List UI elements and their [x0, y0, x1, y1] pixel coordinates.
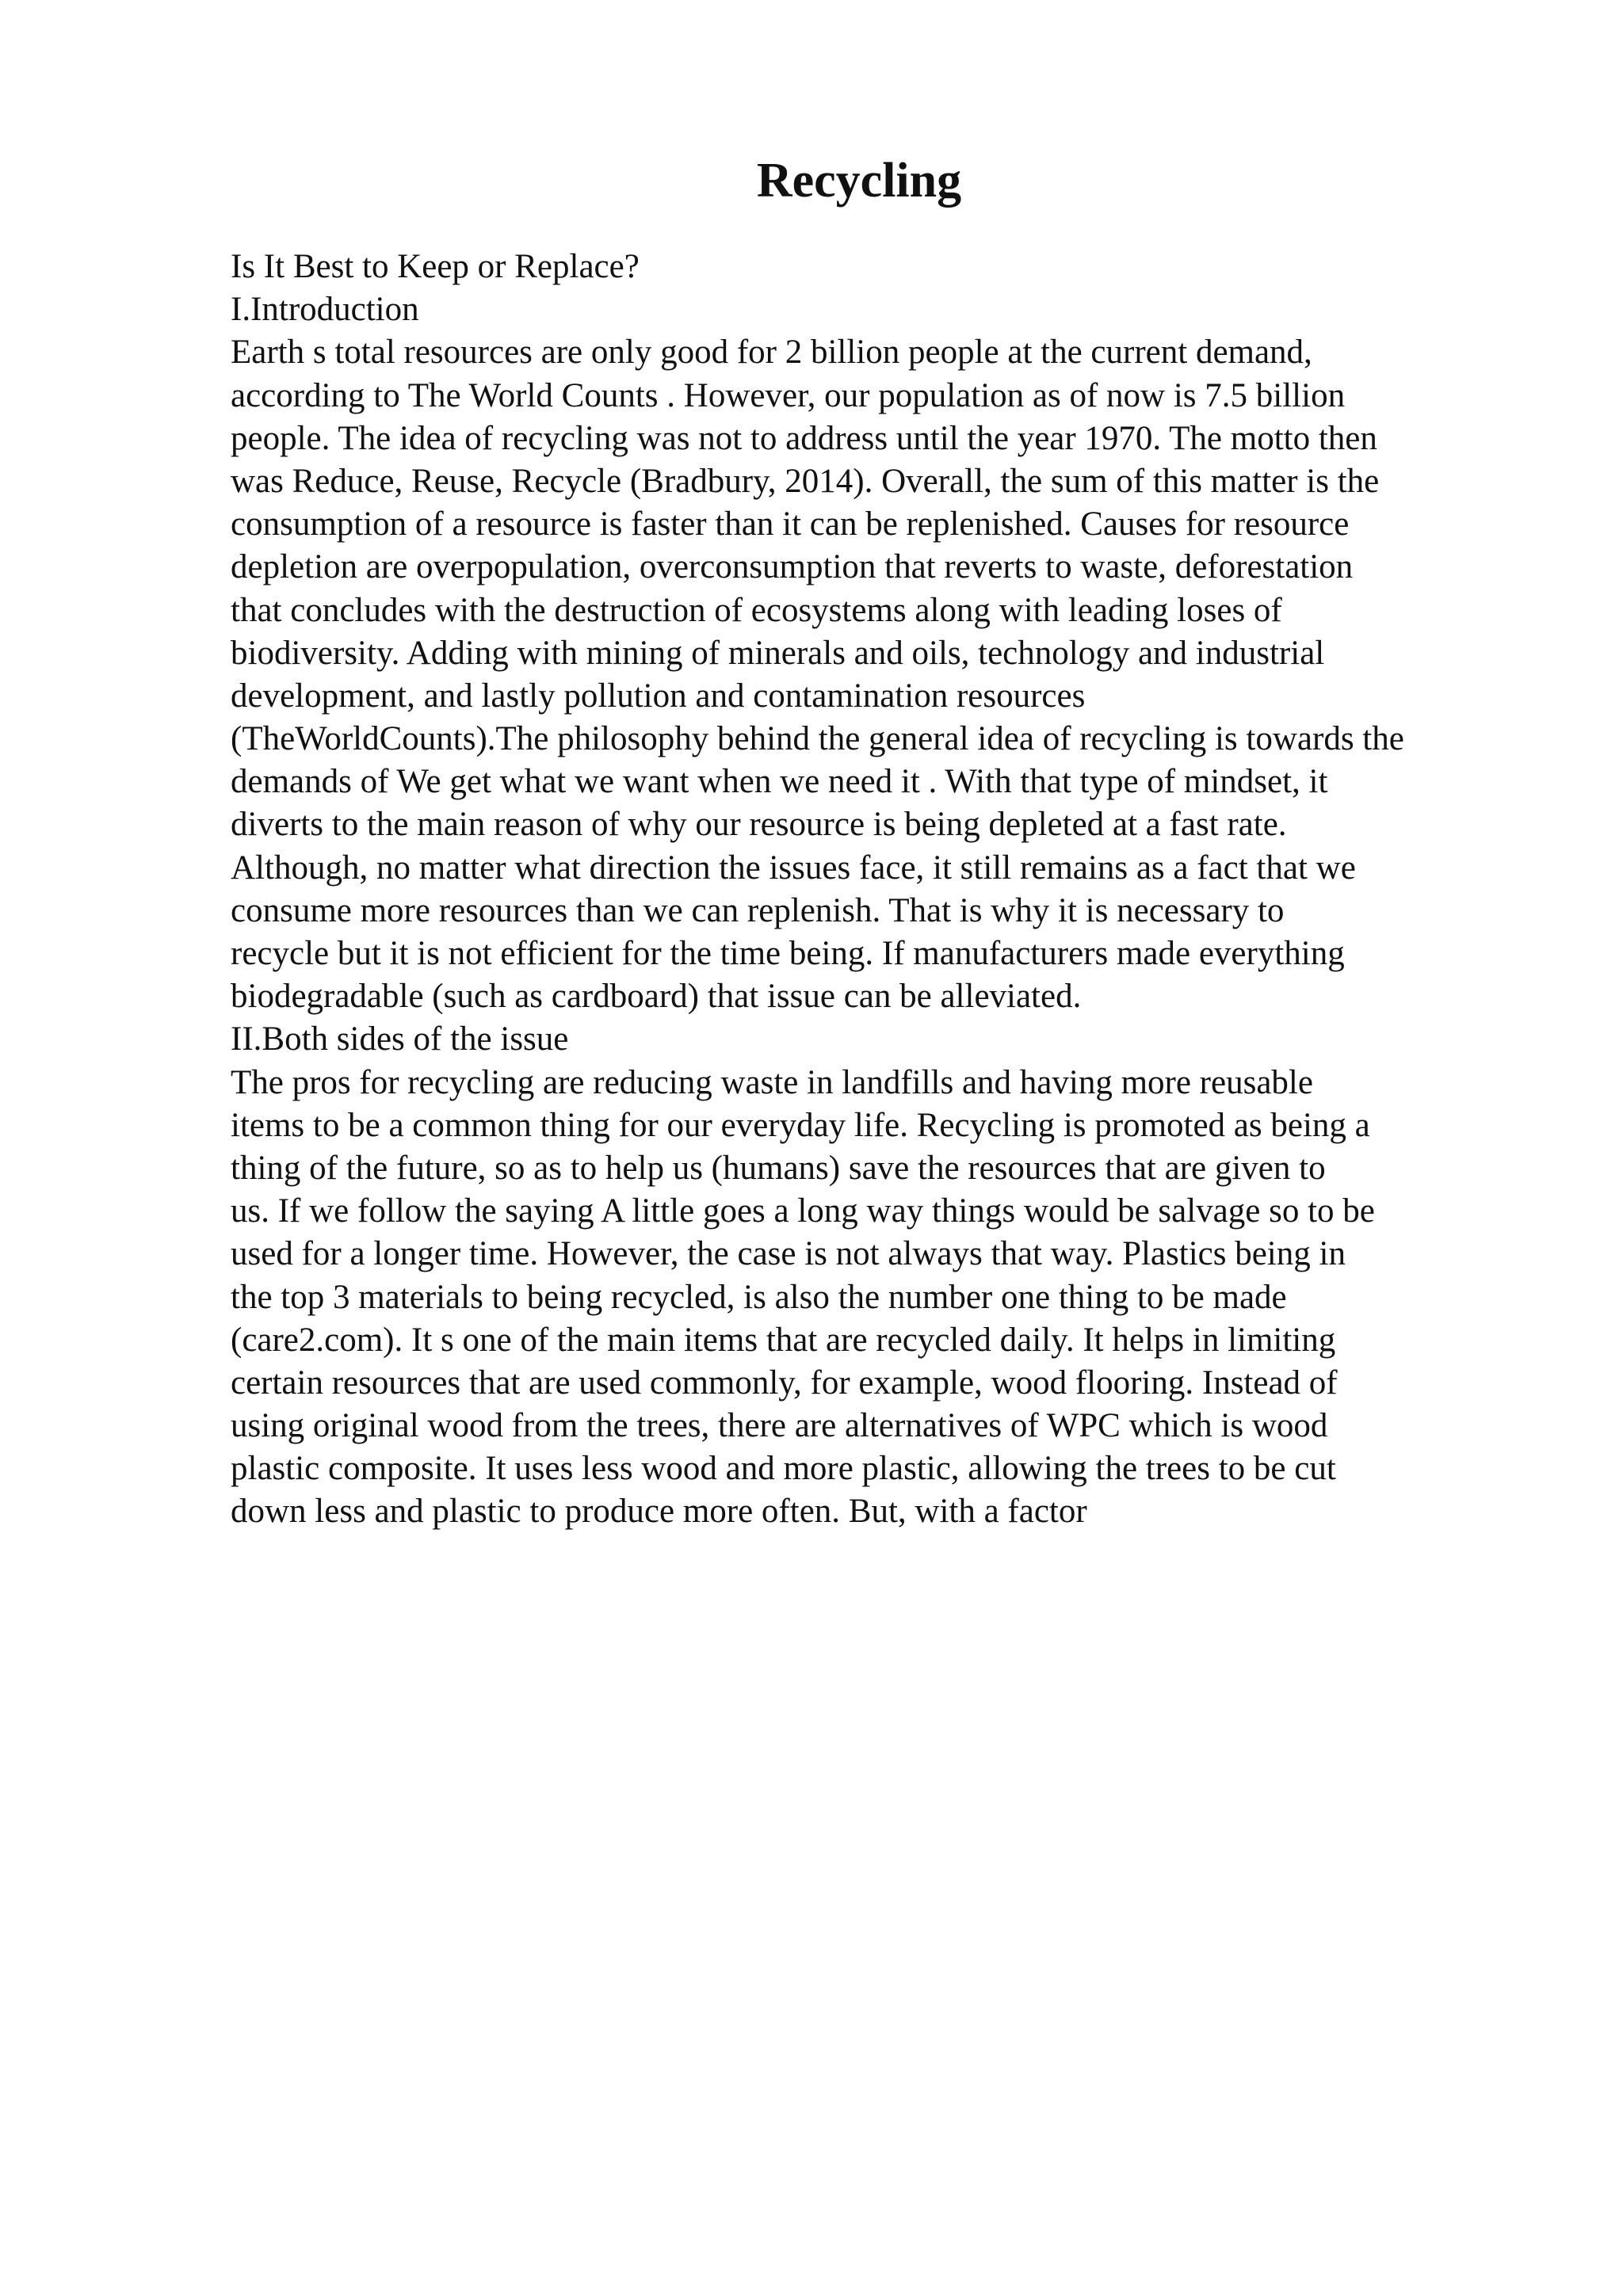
text-line: I.Introduction [231, 291, 419, 329]
text-line: (TheWorldCounts).The philosophy behind the general idea of recycling is towards the [231, 720, 1404, 758]
text-line: development, and lastly pollution and contamination resources [231, 677, 1086, 715]
text-line: demands of We get what we want when we need it . With that type of mindset, it [231, 763, 1328, 801]
text-line: us. If we follow the saying A little goes a long way things would be salvage so to be [231, 1192, 1375, 1230]
text-line: the top 3 materials to being recycled, is also the number one thing to be made [231, 1278, 1287, 1316]
text-line: certain resources that are used commonly, for example, wood flooring. Instead of [231, 1363, 1338, 1402]
text-line: was Reduce, Reuse, Recycle (Bradbury, 2014). Overall, the sum of this matter is the [231, 462, 1380, 500]
text-line: The pros for recycling are reducing waste in landfills and having more reusable [231, 1063, 1313, 1101]
text-line: consume more resources than we can replenish. That is why it is necessary to [231, 891, 1285, 929]
text-line: that concludes with the destruction of ecosystems along with leading loses of [231, 591, 1282, 629]
text-line: people. The idea of recycling was not to address until the year 1970. The motto then [231, 419, 1377, 457]
page-title: Recycling [756, 154, 962, 208]
text-line: Although, no matter what direction the issues face, it still remains as a fact that we [231, 849, 1356, 887]
text-line: thing of the future, so as to help us (humans) save the resources that are given to [231, 1149, 1326, 1187]
text-line: II.Both sides of the issue [231, 1020, 569, 1058]
text-line: Earth s total resources are only good for 2 billion people at the current demand, [231, 334, 1312, 372]
text-line: diverts to the main reason of why our resource is being depleted at a fast rate. [231, 806, 1287, 844]
text-line: depletion are overpopulation, overconsumption that reverts to waste, deforestation [231, 548, 1354, 586]
text-line: used for a longer time. However, the case is not always that way. Plastics being in [231, 1235, 1346, 1273]
text-line: (care2.com). It s one of the main items that are recycled daily. It helps in limiting [231, 1321, 1336, 1359]
text-line: biodiversity. Adding with mining of minerals and oils, technology and industrial [231, 634, 1325, 672]
text-line: consumption of a resource is faster than it can be replenished. Causes for resource [231, 505, 1350, 543]
text-line: recycle but it is not efficient for the time being. If manufacturers made everything [231, 935, 1345, 972]
text-line: down less and plastic to produce more often. But, with a factor [231, 1493, 1087, 1531]
text-line: plastic composite. It uses less wood and more plastic, allowing the trees to be cut [231, 1450, 1336, 1488]
document-body [231, 246, 1514, 1534]
text-line: Is It Best to Keep or Replace? [231, 248, 640, 285]
text-line: using original wood from the trees, there are alternatives of WPC which is wood [231, 1407, 1328, 1445]
text-line: according to The World Counts . However, our population as of now is 7.5 billion [231, 376, 1346, 414]
text-line: biodegradable (such as cardboard) that issue can be alleviated. [231, 978, 1082, 1016]
text-line: items to be a common thing for our everyday life. Recycling is promoted as being a [231, 1106, 1370, 1144]
